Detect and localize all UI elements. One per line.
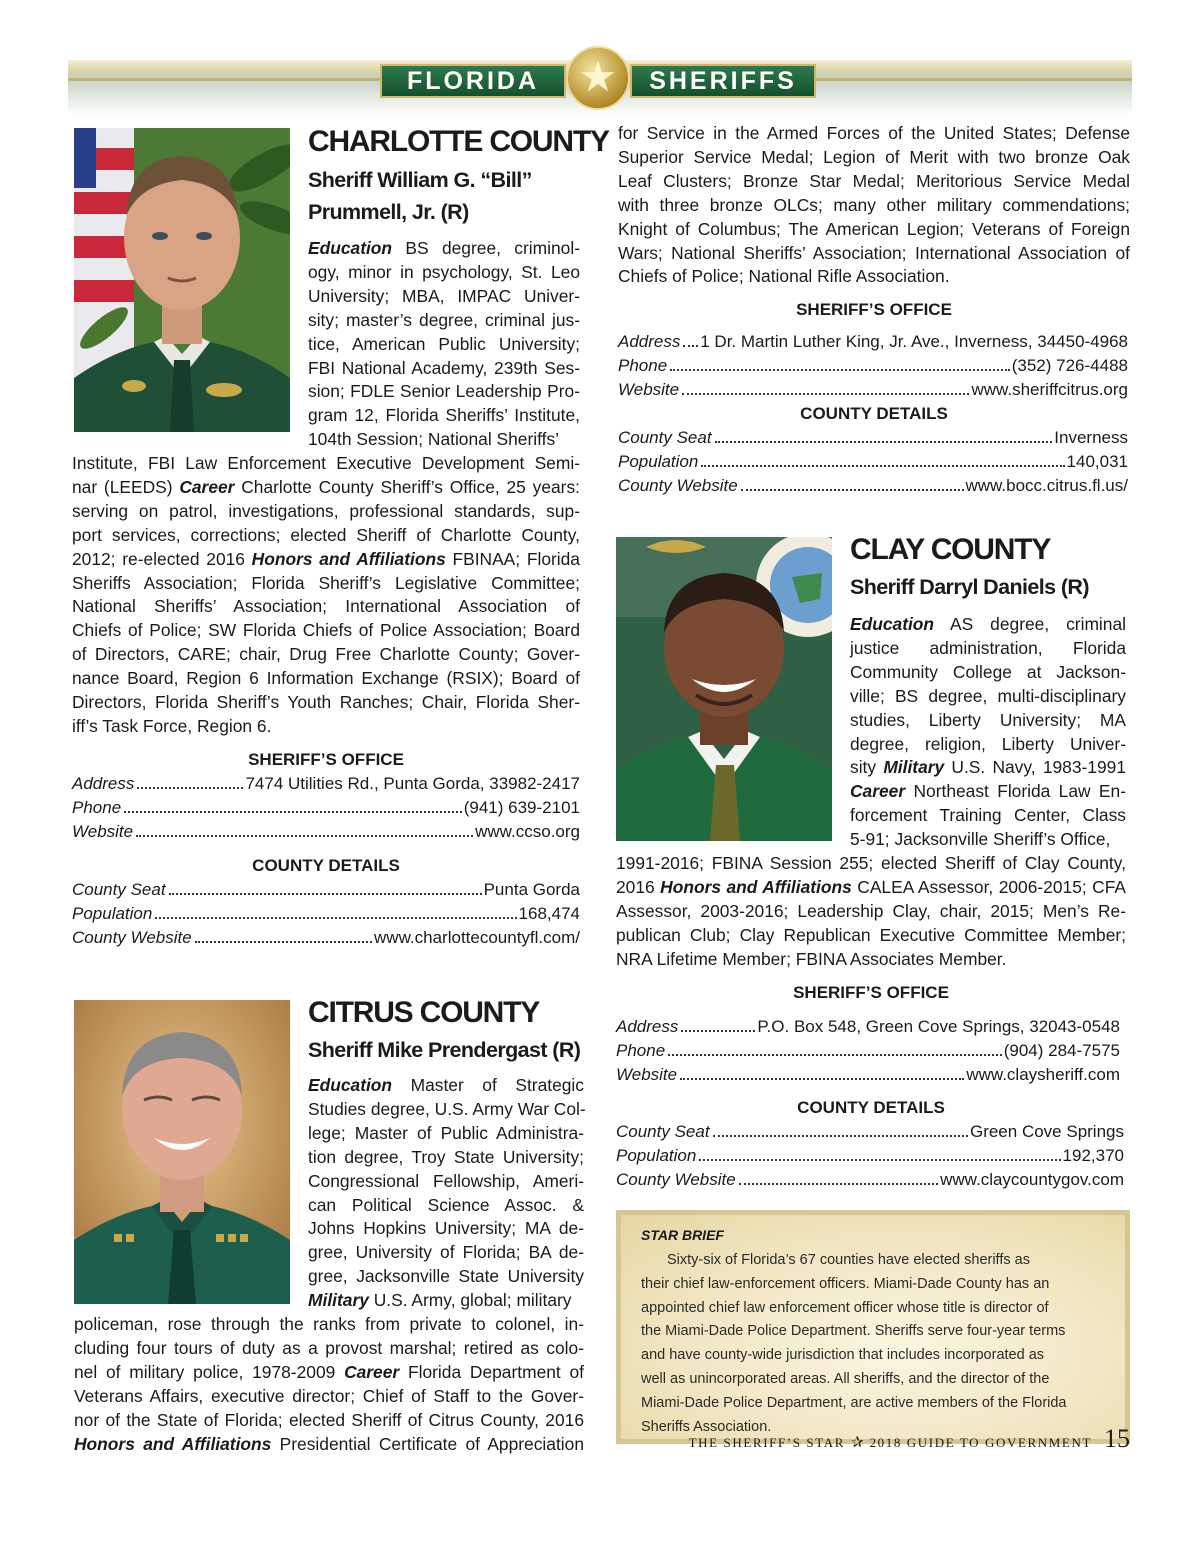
detail-value: (941) 639-2101 — [463, 798, 580, 817]
detail-row — [616, 1168, 1124, 1192]
text-run: Directors, Florida Sheriff’s Youth Ranches; Chair, Florida Sher- — [72, 692, 580, 713]
text-line — [618, 265, 1130, 289]
text-line — [74, 1361, 584, 1385]
text-line — [308, 1098, 584, 1122]
text-line — [308, 1241, 584, 1265]
detail-row — [72, 926, 580, 950]
text-run: ogy, minor in psychology, St. Leo — [308, 261, 580, 282]
text-run: sion; FDLE Senior Leadership Pro- — [308, 381, 580, 402]
detail-value: www.bocc.citrus.fl.us/ — [965, 476, 1128, 495]
detail-row — [72, 902, 580, 926]
star-brief-line: Sheriffs Association. — [641, 1418, 772, 1435]
text-run: can Political Science Assoc. & — [308, 1194, 584, 1215]
text-line — [850, 661, 1126, 685]
text-run: Johns Hopkins University; MA de- — [308, 1218, 584, 1239]
detail-label: County Website — [616, 1170, 736, 1189]
detail-label: Population — [72, 904, 153, 923]
text-run: 1991-2016; FBINA Session 255; elected Sheriff of Clay County, — [616, 853, 1126, 873]
text-line — [308, 237, 580, 261]
star-brief-title: STAR BRIEF — [641, 1227, 724, 1243]
text-run: 104th Session; National Sheriffs’ — [308, 429, 560, 450]
text-line — [74, 1433, 584, 1457]
text-line — [72, 548, 580, 572]
text-run: U.S. Navy, 1983-1991 — [944, 757, 1126, 778]
text-line — [618, 242, 1130, 266]
text-run: port services, corrections; elected Sheriff of Charlotte County, — [72, 524, 580, 545]
detail-value: 192,370 — [1062, 1146, 1124, 1165]
detail-row — [72, 878, 580, 902]
text-line — [308, 1170, 584, 1194]
text-run: BS degree, criminol- — [392, 238, 580, 258]
citrus-bio-narrow — [308, 1074, 584, 1313]
clay-details-heading: COUNTY DETAILS — [797, 1098, 945, 1117]
clay-bio-wide — [616, 852, 1126, 972]
detail-row — [72, 796, 580, 820]
text-line — [308, 380, 580, 404]
text-run: Sheriffs Association; Florida Sheriff’s Legislative Committee; — [72, 572, 580, 593]
text-line — [74, 1313, 584, 1337]
text-run: Congressional Fellowship, Ameri- — [308, 1170, 584, 1191]
charlotte-bio-wide — [72, 452, 580, 739]
dot-leader — [137, 787, 243, 789]
text-line — [616, 900, 1126, 924]
dot-leader — [739, 1183, 938, 1185]
charlotte-office-heading: SHERIFF’S OFFICE — [248, 750, 404, 769]
text-line — [72, 572, 580, 596]
dot-leader — [169, 893, 482, 895]
text-run: tice, American Public University; — [308, 333, 580, 354]
text-run: Presidential Certificate of Appreciation — [271, 1433, 584, 1454]
footer-guide: 2018 GUIDE TO GOVERNMENT — [869, 1435, 1092, 1450]
detail-label: Population — [616, 1146, 697, 1165]
text-line — [72, 452, 580, 476]
text-line — [308, 309, 580, 333]
dot-leader — [668, 1054, 1002, 1056]
star-brief-line: well as unincorporated areas. All sheriffs, and the director of the — [641, 1370, 1050, 1387]
detail-label: County Seat — [72, 880, 166, 899]
detail-value: 7474 Utilities Rd., Punta Gorda, 33982-2417 — [245, 774, 580, 793]
detail-value: www.charlottecountyfl.com/ — [374, 928, 580, 947]
charlotte-bio-narrow — [308, 237, 580, 452]
detail-value: 168,474 — [518, 904, 580, 923]
text-run: U.S. Army, global; military — [368, 1290, 572, 1311]
text-run: FBI National Academy, 239th Ses- — [308, 357, 580, 378]
star-brief-line: their chief law-enforcement officers. Miami-Dade County has an — [641, 1275, 1050, 1292]
citrus-office-heading: SHERIFF’S OFFICE — [796, 300, 952, 319]
dot-leader — [715, 441, 1053, 443]
citrus-county-title: CITRUS COUNTY — [308, 996, 540, 1029]
text-run: degree, religion, Liberty Univer- — [850, 733, 1126, 754]
text-run: nor of the State of Florida; elected Sheriff of Citrus County, 2016 — [74, 1409, 584, 1430]
detail-value: (352) 726-4488 — [1011, 356, 1128, 375]
page-footer — [622, 1424, 1130, 1464]
text-run: AS degree, criminal — [934, 614, 1126, 634]
text-run: of Directors, CARE; chair, Drug Free Charlotte County; Gover- — [72, 644, 580, 665]
text-line — [616, 948, 1126, 972]
detail-row — [616, 1144, 1124, 1168]
detail-label: Website — [616, 1065, 678, 1084]
citrus-bio-wide — [74, 1313, 584, 1456]
text-line — [618, 146, 1130, 170]
banner-florida: FLORIDA — [380, 64, 566, 98]
dot-leader — [682, 393, 969, 395]
text-line — [850, 637, 1126, 661]
detail-row — [616, 1063, 1120, 1087]
charlotte-sheriff-name-2: Prummell, Jr. (R) — [308, 200, 469, 224]
section-label: Education — [308, 1075, 393, 1095]
star-brief-line: and have county-wide jurisdiction that includes incorporated as — [641, 1347, 1045, 1364]
detail-row — [616, 1039, 1120, 1063]
star-brief-line: appointed chief law enforcement officer whose title is director of — [641, 1299, 1049, 1316]
text-run: FBINAA; Florida — [445, 548, 580, 569]
dot-leader — [741, 489, 964, 491]
charlotte-sheriff-name-1: Sheriff William G. “Bill” — [308, 168, 532, 192]
text-line — [72, 619, 580, 643]
text-run: 2012; re-elected 2016 — [72, 548, 252, 569]
detail-row — [618, 354, 1128, 378]
dot-leader — [699, 1159, 1060, 1161]
text-line — [72, 595, 580, 619]
text-line — [74, 1385, 584, 1409]
text-run: forcement Training Center, Class — [850, 805, 1126, 826]
text-run: Wars; National Sheriffs’ Association; International Association of — [618, 242, 1130, 263]
detail-value: P.O. Box 548, Green Cove Springs, 32043-0548 — [757, 1017, 1120, 1036]
detail-label: County Website — [618, 476, 738, 495]
text-line — [618, 170, 1130, 194]
text-run: Charlotte County Sheriff’s Office, 25 years: — [234, 476, 580, 497]
page-number: 15 — [1104, 1424, 1130, 1453]
dot-leader — [701, 465, 1064, 467]
star-brief-box — [616, 1210, 1130, 1444]
detail-label: Phone — [72, 798, 122, 817]
text-line — [72, 524, 580, 548]
text-run: ville; BS degree, multi-disciplinary — [850, 685, 1126, 706]
text-line — [616, 852, 1126, 876]
detail-row — [618, 474, 1128, 498]
detail-value: Punta Gorda — [483, 880, 580, 899]
charlotte-sheriff-photo — [74, 128, 290, 432]
text-line — [850, 828, 1126, 852]
text-run: National Sheriffs’ Association; International Association of — [72, 596, 580, 617]
detail-value: 1 Dr. Martin Luther King, Jr. Ave., Inverness, 34450-4968 — [700, 332, 1128, 351]
text-line — [850, 780, 1126, 804]
dot-leader — [124, 811, 462, 813]
text-line — [308, 285, 580, 309]
text-line — [850, 756, 1126, 780]
text-run: gram 12, Florida Sheriffs’ Institute, — [308, 405, 580, 426]
detail-row — [616, 1015, 1120, 1039]
dot-leader — [155, 917, 516, 919]
text-line — [72, 476, 580, 500]
florida-sheriffs-banner — [380, 53, 816, 100]
text-line — [850, 733, 1126, 757]
section-label: Honors and Affiliations — [660, 876, 852, 897]
text-run: CALEA Assessor, 2006-2015; CFA — [851, 876, 1126, 897]
footer-star-icon: ✰ — [850, 1435, 864, 1451]
dot-leader — [195, 941, 372, 943]
text-line — [618, 122, 1130, 146]
text-run: 2016 — [616, 876, 661, 897]
star-badge-icon: ★ — [566, 46, 630, 110]
text-run: justice administration, Florida — [850, 637, 1126, 658]
star-brief-body — [641, 1249, 1103, 1439]
charlotte-details-heading: COUNTY DETAILS — [252, 856, 400, 875]
section-label: Education — [850, 614, 935, 634]
dot-leader — [680, 1078, 964, 1080]
banner-sheriffs: SHERIFFS — [630, 64, 816, 98]
dot-leader — [683, 345, 698, 347]
text-run: policeman, rose through the ranks from private to colonel, in- — [74, 1314, 584, 1334]
detail-row — [72, 820, 580, 844]
section-label: Honors and Affiliations — [74, 1433, 272, 1454]
text-run: for Service in the Armed Forces of the United States; Defense — [618, 123, 1130, 143]
detail-row — [616, 1120, 1124, 1144]
text-run: Superior Service Medal; Legion of Merit with two bronze Oak — [618, 146, 1130, 167]
detail-label: County Website — [72, 928, 192, 947]
text-run: lege; Master of Public Administra- — [308, 1122, 584, 1143]
detail-value: Inverness — [1054, 428, 1128, 447]
detail-row — [618, 330, 1128, 354]
detail-row — [618, 378, 1128, 402]
citrus-bio-continued — [618, 122, 1130, 289]
text-line — [308, 1194, 584, 1218]
detail-label: Address — [616, 1017, 679, 1036]
dot-leader — [136, 835, 473, 837]
text-run: iff’s Task Force, Region 6. — [72, 715, 272, 736]
section-label: Military — [308, 1290, 369, 1311]
clay-sheriff-name: Sheriff Darryl Daniels (R) — [850, 575, 1089, 599]
text-run: Assessor, 2003-2016; Leadership Clay, chair, 2015; Men’s Re- — [616, 900, 1126, 921]
detail-value: www.sheriffcitrus.org — [971, 380, 1128, 399]
detail-label: Address — [618, 332, 681, 351]
text-line — [308, 1265, 584, 1289]
dot-leader — [681, 1030, 755, 1032]
clay-bio-narrow — [850, 613, 1126, 852]
dot-leader — [713, 1135, 968, 1137]
text-run: Studies degree, U.S. Army War Col- — [308, 1098, 586, 1119]
text-run: publican Club; Clay Republican Executive Committee Member; — [616, 924, 1126, 945]
dot-leader — [670, 369, 1010, 371]
charlotte-county-title: CHARLOTTE COUNTY — [308, 125, 609, 158]
detail-label: Phone — [618, 356, 668, 375]
text-run: Institute, FBI Law Enforcement Executive Development Semi- — [72, 453, 580, 473]
text-line — [308, 1122, 584, 1146]
section-label: Career — [344, 1361, 400, 1382]
citrus-sheriff-name: Sheriff Mike Prendergast (R) — [308, 1038, 581, 1062]
text-line — [72, 691, 580, 715]
detail-value: www.claycountygov.com — [940, 1170, 1124, 1189]
text-line — [618, 218, 1130, 242]
text-line — [74, 1337, 584, 1361]
text-line — [72, 715, 580, 739]
text-run: Leaf Clusters; Bronze Star Medal; Meritorious Service Medal — [618, 170, 1130, 191]
detail-label: Website — [72, 822, 134, 841]
detail-row — [72, 772, 580, 796]
detail-value: Green Cove Springs — [969, 1122, 1124, 1141]
text-line — [308, 428, 580, 452]
text-run: Chiefs of Police; National Rifle Association. — [618, 266, 950, 287]
text-line — [72, 667, 580, 691]
detail-value: (904) 284-7575 — [1003, 1041, 1120, 1060]
text-run: Chiefs of Police; SW Florida Chiefs of Police Association; Board — [72, 620, 580, 641]
text-run: serving on patrol, investigations, professional standards, sup- — [72, 500, 580, 521]
detail-label: Population — [618, 452, 699, 471]
text-run: nance Board, Region 6 Information Exchange (RSIX); Board of — [72, 668, 580, 689]
text-line — [72, 643, 580, 667]
detail-label: Address — [72, 774, 135, 793]
clay-county-title: CLAY COUNTY — [850, 533, 1051, 566]
text-line — [74, 1409, 584, 1433]
text-line — [850, 804, 1126, 828]
text-line — [308, 357, 580, 381]
text-run: Florida Department of — [399, 1361, 585, 1382]
section-label: Career — [850, 781, 906, 802]
text-line — [72, 500, 580, 524]
text-line — [308, 1289, 584, 1313]
section-label: Military — [883, 757, 945, 778]
text-run: 5-91; Jacksonville Sheriff’s Office, — [850, 829, 1111, 850]
text-run: nar (LEEDS) — [72, 476, 180, 497]
text-run: tion degree, Troy State University; — [308, 1146, 584, 1167]
citrus-sheriff-photo — [74, 1000, 290, 1304]
text-line — [308, 1217, 584, 1241]
clay-office-heading: SHERIFF’S OFFICE — [793, 983, 949, 1002]
text-run: cluding four tours of duty as a provost marshal; retired as colo- — [74, 1337, 584, 1358]
text-line — [308, 1146, 584, 1170]
citrus-details-heading: COUNTY DETAILS — [800, 404, 948, 423]
detail-value: www.claysheriff.com — [966, 1065, 1120, 1084]
text-line — [308, 1074, 584, 1098]
text-run: with three bronze OLCs; many other military commendations; — [618, 194, 1130, 215]
text-run: Knight of Columbus; The American Legion; Veterans of Foreign — [618, 218, 1130, 239]
star-brief-line: Sixty-six of Florida’s 67 counties have elected sheriffs as — [667, 1252, 1030, 1268]
text-run: University; MBA, IMPAC Univer- — [308, 285, 580, 306]
text-line — [308, 404, 580, 428]
text-run: Community College at Jackson- — [850, 661, 1126, 682]
detail-row — [618, 450, 1128, 474]
star-brief-line: the Miami-Dade Police Department. Sheriffs serve four-year terms — [641, 1323, 1066, 1340]
detail-label: County Seat — [616, 1122, 710, 1141]
text-line — [618, 194, 1130, 218]
text-run: Master of Strategic — [392, 1075, 584, 1095]
text-line — [308, 333, 580, 357]
detail-value: 140,031 — [1066, 452, 1128, 471]
detail-label: County Seat — [618, 428, 712, 447]
text-line — [850, 613, 1126, 637]
text-run: gree, Jacksonville State University — [308, 1266, 584, 1287]
section-label: Career — [179, 476, 235, 497]
detail-label: Website — [618, 380, 680, 399]
section-label: Education — [308, 238, 393, 258]
detail-value: www.ccso.org — [475, 822, 580, 841]
text-line — [850, 685, 1126, 709]
star-brief-line: Miami-Dade Police Department, are active members of the Florida — [641, 1394, 1067, 1411]
text-run: NRA Lifetime Member; FBINA Associates Member. — [616, 948, 1007, 969]
text-line — [616, 876, 1126, 900]
text-run: Northeast Florida Law En- — [905, 781, 1126, 802]
section-label: Honors and Affiliations — [251, 548, 446, 569]
detail-label: Phone — [616, 1041, 666, 1060]
text-run: sity — [850, 757, 884, 778]
text-run: Veterans Affairs, executive director; Chief of Staff to the Gover- — [74, 1385, 584, 1406]
footer-publication: THE SHERIFF’S STAR — [688, 1435, 845, 1450]
text-run: nel of military police, 1978-2009 — [74, 1361, 345, 1382]
text-run: gree, University of Florida; BA de- — [308, 1242, 584, 1263]
text-line — [850, 709, 1126, 733]
text-line — [616, 924, 1126, 948]
detail-row — [618, 426, 1128, 450]
text-line — [308, 261, 580, 285]
clay-sheriff-photo — [616, 537, 832, 841]
text-run: sity; master’s degree, criminal jus- — [308, 309, 580, 330]
text-run: studies, Liberty University; MA — [850, 709, 1126, 730]
